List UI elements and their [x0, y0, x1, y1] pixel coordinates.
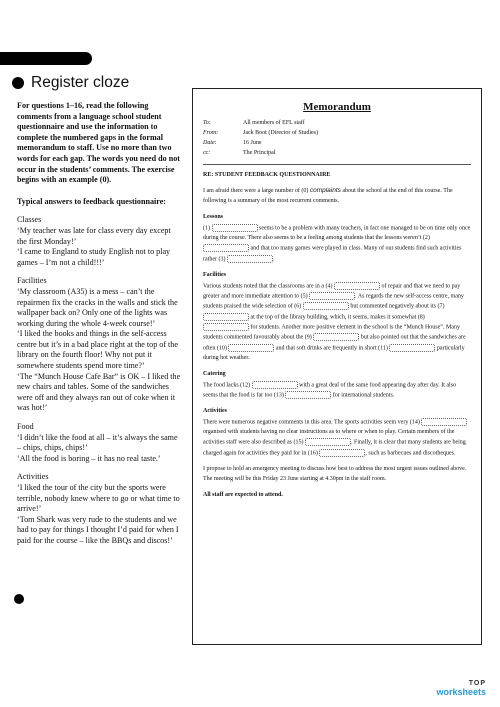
answer-gap[interactable]	[305, 438, 351, 446]
divider	[203, 164, 471, 165]
facilities-paragraph: Various students noted that the classrooms are in a (4) of repair and that we need to pay greater and more immediate attention to (5) . As regards the new self-access centre, many students praised the wide selection of (6) but commented negatively about its (7) at the top of the library building, which, it seems, makes it somewhat (8) for students. Another more positive element in the school is the “Munch House”. Many students commented favourably about the (9) but also pointed out that the sandwiches are often (10) and that soft drinks are frequently in short (11) particularly during hot weather.	[203, 283, 466, 361]
header-tab	[0, 52, 92, 65]
header-key: cc:	[203, 149, 211, 156]
topworksheets-logo[interactable]	[436, 680, 486, 697]
memorandum-box	[192, 88, 482, 645]
memo-header-row	[203, 149, 471, 159]
section-heading: Food	[17, 422, 34, 432]
catering-paragraph: The food lacks (12) with a great deal of the same food appearing day after day. It also seems that the food is far too (13) for international students.	[203, 381, 457, 399]
bullet-icon	[14, 594, 24, 604]
header-key: Date:	[203, 139, 217, 146]
header-value: All members of EFL staff	[243, 119, 305, 126]
comment: ‘My teacher was late for class every day except the first Monday!’	[17, 225, 171, 246]
instructions-column	[17, 101, 182, 547]
answer-gap[interactable]	[227, 255, 273, 263]
logo-line-2: worksheets	[436, 687, 486, 697]
answer-gap[interactable]	[389, 344, 435, 352]
answer-gap[interactable]	[421, 418, 467, 426]
memo-header-row	[203, 129, 471, 139]
catering-heading: Catering	[203, 370, 226, 377]
answer-gap[interactable]	[319, 449, 365, 457]
comment: ‘Tom Shark was very rude to the students and we had to pay for things I thought I’d paid for when I paid for the course – like the BBQs and discos!’	[17, 514, 179, 545]
answer-gap[interactable]	[309, 292, 355, 300]
page-title: Register cloze	[31, 74, 130, 91]
answer-gap[interactable]	[228, 344, 274, 352]
answer-gap[interactable]	[203, 313, 249, 321]
memo-header-row	[203, 119, 471, 129]
answer-gap[interactable]	[303, 302, 349, 310]
answer-gap[interactable]	[203, 244, 249, 252]
memo-final: All staff are expected to attend.	[203, 491, 283, 498]
comment: ‘I came to England to study English not to play games – I’m not a child!!!’	[17, 247, 171, 267]
logo-line-1: TOP	[468, 680, 486, 687]
answer-gap[interactable]	[203, 323, 249, 331]
answer-gap[interactable]	[212, 224, 258, 232]
memo-header-row	[203, 139, 471, 149]
section-heading: Classes	[17, 215, 42, 225]
answers-heading: Typical answers to feedback questionnaire:	[17, 196, 166, 206]
comment: ‘All the food is boring – it has no real taste.’	[17, 453, 161, 463]
comment: ‘I didn’t like the food at all – it’s always the same – chips, chips, chips!’	[17, 432, 178, 453]
activities-heading: Activities	[203, 408, 227, 415]
memo-intro: I am afraid there were a large number of (0) complaints about the school at the end of this course. The following is a summary of the most recurrent comments.	[203, 187, 453, 205]
section-heading: Activities	[17, 472, 49, 482]
comment: ‘The “Munch House Cafe Bar” is OK – I liked the new chairs and tables. Some of the sandwiches were off and they always ran out of coke when it was hot!’	[17, 371, 181, 413]
comment: ‘I liked the books and things in the self-access centre but it’s in a bad place right at the top of the library on the fourth floor! Why not put it somewhere students spend more time?’	[17, 329, 178, 371]
comment: ‘My classroom (A35) is a mess – can’t the repairmen fix the cracks in the walls and stick the wallpaper back on? Only one of the lights was working during the whole 4-week course!’	[17, 286, 178, 328]
lessons-paragraph: (1) seems to be a problem with many teachers, in fact one managed to be on time only once during the course. There also seems to be a feeling among students that the lessons weren’t (2) and that too many games were played in class. Many of our students find such activities rather (3) .	[203, 225, 471, 262]
header-key: From:	[203, 129, 219, 136]
lessons-heading: Lessons	[203, 214, 224, 221]
memo-subject: RE: STUDENT FEEDBACK QUESTIONNAIRE	[203, 171, 331, 178]
memo-title: Memorandum	[303, 101, 371, 113]
header-value: 16 June	[243, 139, 262, 146]
answer-gap[interactable]	[285, 391, 331, 399]
answer-gap[interactable]	[334, 282, 380, 290]
header-key: To:	[203, 119, 211, 126]
title-row	[12, 74, 129, 92]
comment: ‘I liked the tour of the city but the sports were terrible, nobody knew where to go or what time to arrive!’	[17, 483, 180, 514]
header-value: Jack Boot (Director of Studies)	[243, 129, 318, 136]
instructions: For questions 1–16, read the following comments from a language school student questionnaire and use the information to complete the numbered gaps in the formal memorandum to staff. Use no more than two words for each gap. The words you need do not occur in the students’ comments. The exercise begins with an example (0).	[17, 101, 180, 185]
memo-closing: I propose to hold an emergency meeting to discuss how best to address the most urgent issues outlined above. The meeting will be this Friday 23 June starting at 4.30pm in the staff room.	[203, 465, 467, 482]
example-answer: complaints	[309, 187, 341, 195]
header-value: The Principal	[243, 149, 276, 156]
facilities-heading: Facilities	[203, 271, 226, 278]
answer-gap[interactable]	[313, 333, 359, 341]
section-heading: Facilities	[17, 276, 47, 286]
activities-paragraph: There were numerous negative comments in this area. The sports activities seem very (14) organised with students having no clear instructions as to where or when to play. Certain members of the activities staff were also described as (15) . Finally, it is clear that many students are being charged again for activities they paid for in (16) , such as barbecues and discotheques.	[203, 419, 466, 456]
answer-gap[interactable]	[252, 381, 298, 389]
bullet-icon	[12, 77, 24, 89]
